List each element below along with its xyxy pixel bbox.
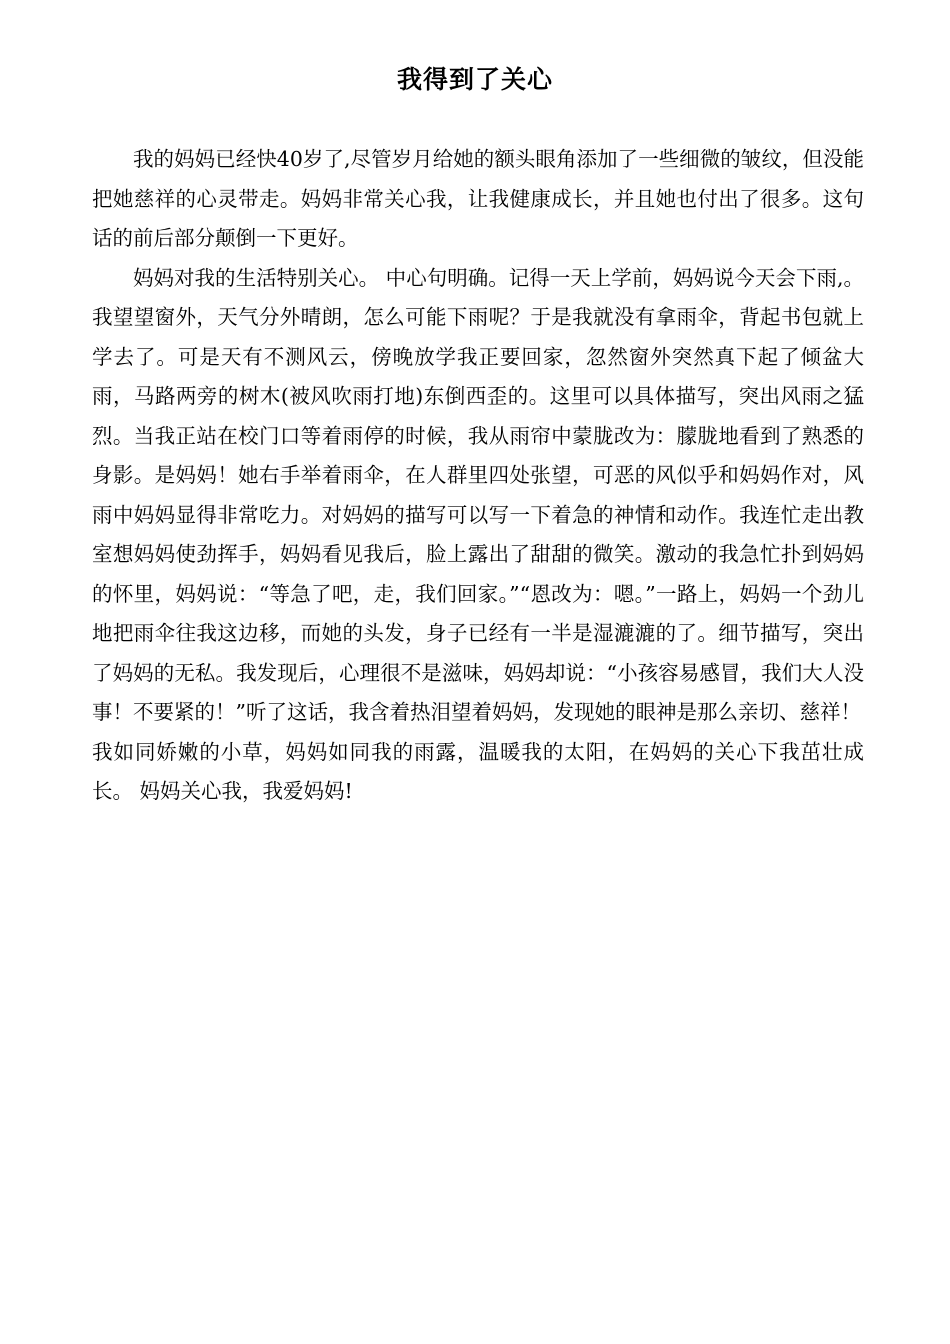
paragraph-1: 我的妈妈已经快40岁了,尽管岁月给她的额头眼角添加了一些细微的皱纹，但没能把她慈祥的心灵带走。妈妈非常关心我，让我健康成长，并且她也付出了很多。这句话的前后部分颠倒一下更好。 [92,147,864,250]
document-title: 我得到了关心 [396,65,553,94]
document-body [92,140,864,812]
paragraph-2: 妈妈对我的生活特别关心。 中心句明确。记得一天上学前，妈妈说今天会下雨,。我望望窗外，天气分外晴朗，怎么可能下雨呢？于是我就没有拿雨伞，背起书包就上学去了。可是天有不测风云，傍晚放学我正要回家，忽然窗外突然真下起了倾盆大雨，马路两旁的树木(被风吹雨打地)东倒西歪的。这里可以具体描写，突出风雨之猛烈。当我正站在校门口等着雨停的时候，我从雨帘中蒙胧改为：朦胧地看到了熟悉的身影。是妈妈！她右手举着雨伞，在人群里四处张望，可恶的风似乎和妈妈作对，风雨中妈妈显得非常吃力。对妈妈的描写可以写一下着急的神情和动作。我连忙走出教室想妈妈使劲挥手，妈妈看见我后，脸上露出了甜甜的微笑。激动的我急忙扑到妈妈的怀里，妈妈说：“等急了吧，走，我们回家。”“恩改为：嗯。”一路上，妈妈一个劲儿地把雨伞往我这边移，而她的头发，身子已经有一半是湿漉漉的了。细节描写，突出了妈妈的无私。我发现后，心理很不是滋味，妈妈却说：“小孩容易感冒，我们大人没事！不要紧的！”听了这话，我含着热泪望着妈妈，发现她的眼神是那么亲切、慈祥！ [92,265,864,724]
paragraph-3: 我如同娇嫩的小草，妈妈如同我的雨露，温暖我的太阳，在妈妈的关心下我茁壮成长。 妈妈关心我，我爱妈妈! [92,739,864,803]
